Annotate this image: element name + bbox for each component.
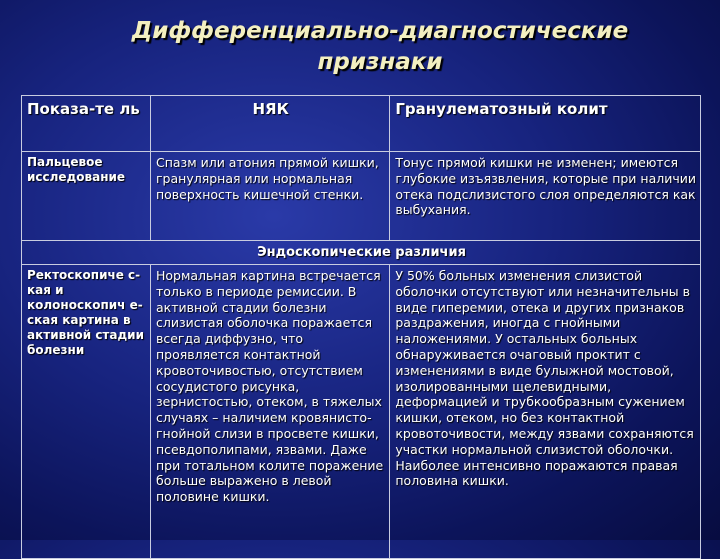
row-label: Пальцевое исследование <box>22 152 151 241</box>
table-header-row <box>22 96 701 152</box>
cell-granulomatous: У 50% больных изменения слизистой оболочки отсутствуют или незначительны в виде гиперемии, отека и других признаков раздражения, иногда с гнойными наложениями. У остальных больных обнаруживается очаговый проктит с изменениями в виде булыжной мостовой, изолированными щелевидными, деформацией и трубкообразным сужением кишки, отеком, но без контактной кровоточивости, между язвами сохраняются участки нормальной слизистой оболочки. Наиболее интенсивно поражаются правая половина кишки. <box>390 265 701 559</box>
header-granulomatous-colitis: Гранулематозный колит <box>390 96 701 152</box>
cell-nyak: Нормальная картина встречается только в периоде ремиссии. В активной стадии болезни слизистая оболочка поражается всегда диффузно, что проявляется контактной кровоточивостью, отсутствием сосудистого рисунка, зернистостью, отеком, в тяжелых случаях – наличием кровянисто-гнойной слизи в просвете кишки, псевдополипами, язвами. Даже при тотальном колите поражение больше выражено в левой половине кишки. <box>150 265 389 559</box>
cell-nyak: Спазм или атония прямой кишки, гранулярная или нормальная поверхность кишечной стенки. <box>150 152 389 241</box>
slide-title <box>40 16 720 78</box>
section-row <box>22 241 701 265</box>
header-nyak: НЯК <box>150 96 389 152</box>
row-label: Ректоскопиче с-кая и колоноскопич е-ская картина в активной стадии болезни <box>22 265 151 559</box>
comparison-table <box>21 95 701 559</box>
header-indicator: Показа-те ль <box>22 96 151 152</box>
slide-title-line-2: признаки <box>317 49 443 75</box>
table-row <box>22 152 701 241</box>
slide-title-line-1: Дифференциально-диагностические <box>131 18 629 44</box>
section-title: Эндоскопические различия <box>22 241 701 265</box>
cell-granulomatous: Тонус прямой кишки не изменен; имеются глубокие изъязвления, которые при наличии отека подслизистого слоя определяются как выбухания. <box>390 152 701 241</box>
table-row <box>22 265 701 559</box>
